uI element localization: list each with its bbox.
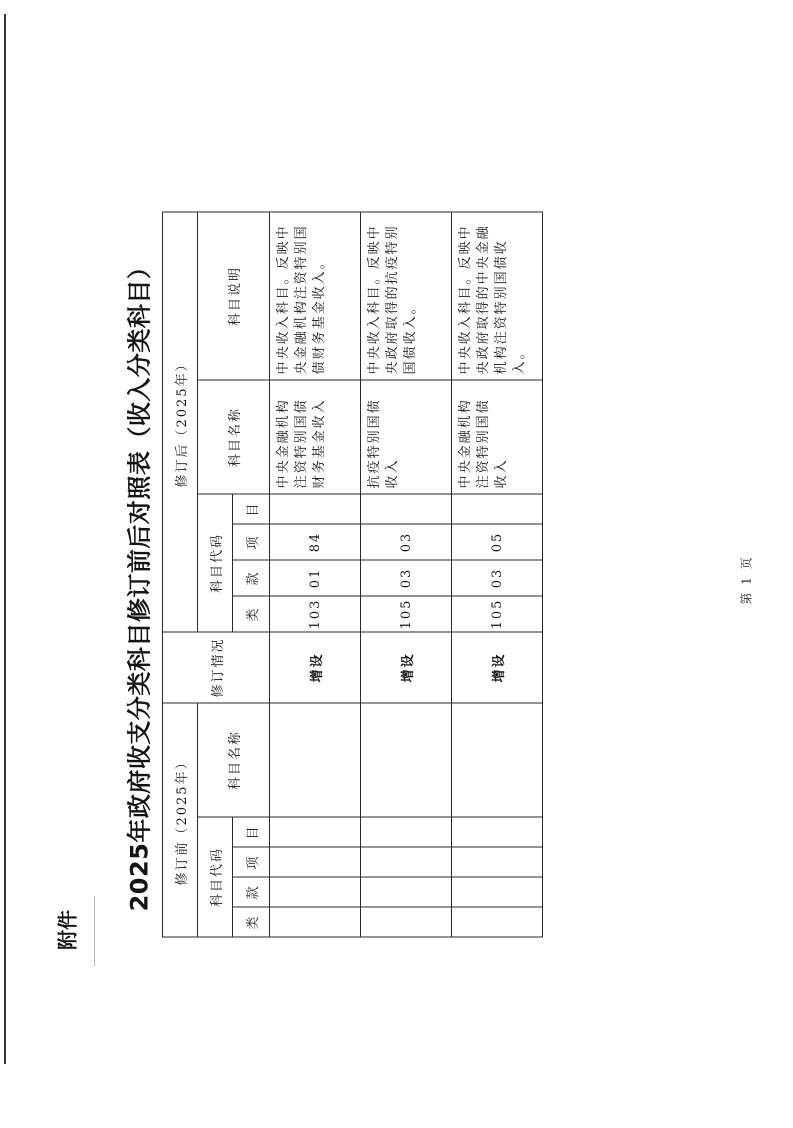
before-kuan-header: 款 bbox=[233, 877, 270, 907]
lei-cell: 105 bbox=[361, 596, 452, 632]
before-lei-cell bbox=[361, 907, 452, 937]
after-name-header: 科目名称 bbox=[198, 380, 270, 494]
after-lei-header: 类 bbox=[233, 596, 270, 632]
xiang-cell: 05 bbox=[452, 524, 543, 560]
lei-cell: 103 bbox=[270, 596, 361, 632]
after-kuan-header: 款 bbox=[233, 560, 270, 596]
kuan-cell: 03 bbox=[452, 560, 543, 596]
after-mu-header: 目 bbox=[233, 494, 270, 524]
before-mu-cell bbox=[452, 817, 543, 847]
status-cell: 增设 bbox=[361, 632, 452, 703]
mu-cell bbox=[270, 494, 361, 524]
before-code-header: 科目代码 bbox=[198, 817, 233, 937]
comparison-table bbox=[162, 211, 543, 937]
before-xiang-header: 项 bbox=[233, 847, 270, 877]
before-mu-cell bbox=[270, 817, 361, 847]
lei-cell: 105 bbox=[452, 596, 543, 632]
before-kuan-cell bbox=[452, 877, 543, 907]
status-cell: 增设 bbox=[452, 632, 543, 703]
before-name-header: 科目名称 bbox=[198, 703, 270, 817]
before-lei-cell bbox=[452, 907, 543, 937]
table-row bbox=[452, 212, 543, 937]
before-xiang-cell bbox=[270, 847, 361, 877]
kuan-cell: 01 bbox=[270, 560, 361, 596]
xiang-cell: 03 bbox=[361, 524, 452, 560]
fold-mark bbox=[94, 896, 95, 966]
before-name-cell bbox=[270, 703, 361, 817]
table-row bbox=[270, 212, 361, 937]
before-xiang-cell bbox=[361, 847, 452, 877]
comparison-table-wrapper bbox=[162, 213, 527, 938]
header-row-1 bbox=[163, 212, 198, 937]
description-header: 科目说明 bbox=[198, 212, 270, 380]
attachment-label: 附件 bbox=[55, 910, 80, 950]
before-xiang-cell bbox=[452, 847, 543, 877]
status-header: 修订情况 bbox=[163, 632, 270, 703]
before-lei-cell bbox=[270, 907, 361, 937]
before-lei-header: 类 bbox=[233, 907, 270, 937]
status-cell: 增设 bbox=[270, 632, 361, 703]
mu-cell bbox=[361, 494, 452, 524]
subject-name-cell: 抗疫特别国债收入 bbox=[361, 380, 452, 494]
description-cell: 中央收入科目。反映中央政府取得的中央金融机构注资特别国债收入。 bbox=[452, 212, 543, 380]
document-title: 2025年政府收支分类科目修订前后对照表（收入分类科目） bbox=[125, 254, 154, 912]
before-name-cell bbox=[452, 703, 543, 817]
after-header: 修订后（2025年） bbox=[163, 212, 198, 632]
description-cell: 中央收入科目。反映中央金融机构注资特别国债财务基金收入。 bbox=[270, 212, 361, 380]
after-xiang-header: 项 bbox=[233, 524, 270, 560]
before-name-cell bbox=[361, 703, 452, 817]
before-kuan-cell bbox=[270, 877, 361, 907]
after-code-header: 科目代码 bbox=[198, 494, 233, 632]
kuan-cell: 03 bbox=[361, 560, 452, 596]
before-kuan-cell bbox=[361, 877, 452, 907]
page-edge-line bbox=[4, 14, 6, 1064]
description-cell: 中央收入科目。反映中央政府取得的抗疫特别国债收入。 bbox=[361, 212, 452, 380]
before-mu-header: 目 bbox=[233, 817, 270, 847]
xiang-cell: 84 bbox=[270, 524, 361, 560]
page-number: 第 1 页 bbox=[739, 555, 754, 605]
subject-name-cell: 中央金融机构注资特别国债财务基金收入 bbox=[270, 380, 361, 494]
table-row bbox=[361, 212, 452, 937]
before-mu-cell bbox=[361, 817, 452, 847]
header-row-2 bbox=[198, 212, 233, 937]
subject-name-cell: 中央金融机构注资特别国债收入 bbox=[452, 380, 543, 494]
before-header: 修订前（2025年） bbox=[163, 703, 198, 937]
mu-cell bbox=[452, 494, 543, 524]
